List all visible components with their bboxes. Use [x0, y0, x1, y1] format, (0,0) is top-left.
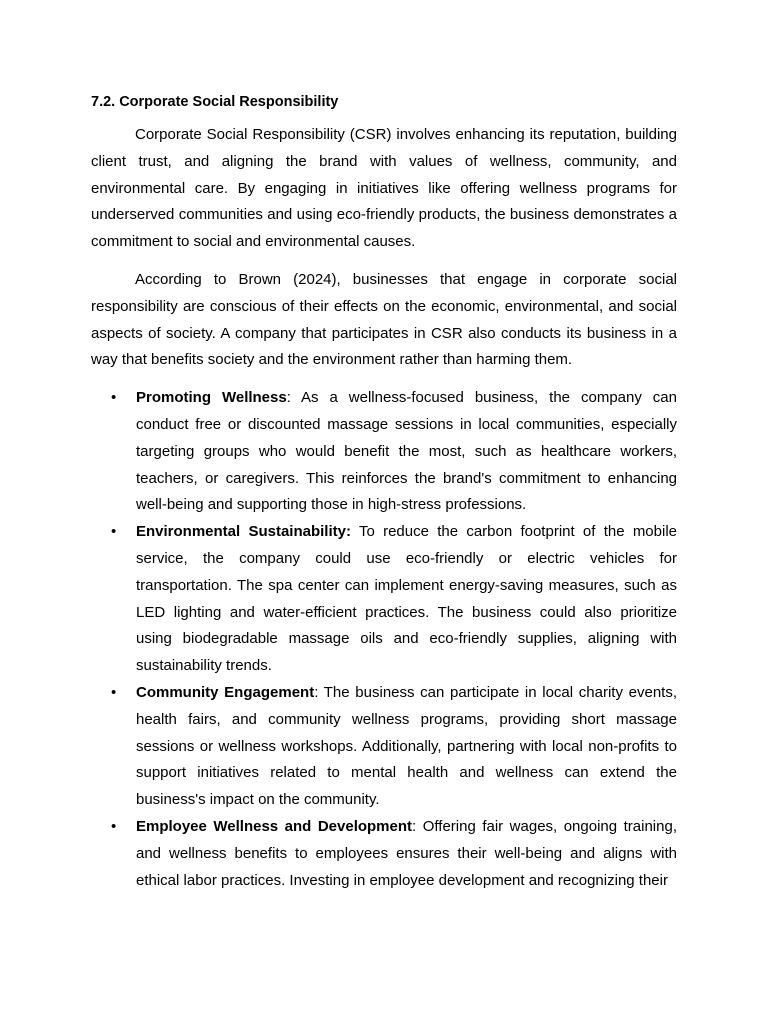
list-item-promoting-wellness [91, 385, 677, 519]
bullet-icon: • [111, 389, 117, 407]
csr-initiatives-list [91, 385, 677, 894]
bullet-text: : As a wellness-focused business, the company can conduct free or discounted massage sessions in local communities, especially targeting groups who would benefit the most, such as healthcare workers, teachers, or caregivers. This reinforces the brand's commitment to enhancing well-being and supporting those in high-stress professions. [136, 389, 677, 514]
bullet-title: Employee Wellness and Development [136, 817, 413, 835]
bullet-title: Promoting Wellness [136, 389, 287, 407]
bullet-title: Environmental Sustainability: [136, 523, 351, 541]
section-heading: 7.2. Corporate Social Responsibility [91, 94, 339, 110]
bullet-text: : Offering fair wages, ongoing training, and wellness benefits to employees ensures their well-being and aligns with ethical labor practices. Investing in employee development and recognizing their [136, 817, 677, 889]
bullet-text: : The business can participate in local charity events, health fairs, and community wellness programs, providing short massage sessions or wellness workshops. Additionally, partnering with local non-profits to support initiatives related to mental health and wellness can extend the business's impact on the community. [136, 683, 678, 809]
bullet-icon: • [111, 683, 117, 701]
bullet-icon: • [111, 523, 117, 541]
bullet-icon: • [111, 817, 117, 835]
list-item-environmental-sustainability [91, 519, 677, 680]
document-page [91, 92, 677, 894]
paragraph-csr-intro: Corporate Social Responsibility (CSR) involves enhancing its reputation, building client trust, and aligning the brand with values of wellness, community, and environmental care. By engaging in initiatives like offering wellness programs for underserved communities and using eco-friendly products, the business demonstrates a commitment to social and environmental causes. [91, 126, 677, 251]
paragraph-brown-citation: According to Brown (2024), businesses that engage in corporate social responsibility are conscious of their effects on the economic, environmental, and social aspects of society. A company that participates in CSR also conducts its business in a way that benefits society and the environment rather than harming them. [91, 270, 677, 369]
list-item-community-engagement [91, 680, 677, 814]
bullet-text: To reduce the carbon footprint of the mobile service, the company could use eco-friendly or electric vehicles for transportation. The spa center can implement energy-saving measures, such as LED lighting and water-efficient practices. The business could also prioritize using biodegradable massage oils and eco-friendly supplies, aligning with sustainability trends. [136, 523, 678, 675]
list-item-employee-wellness [91, 814, 677, 894]
bullet-title: Community Engagement [136, 683, 315, 701]
